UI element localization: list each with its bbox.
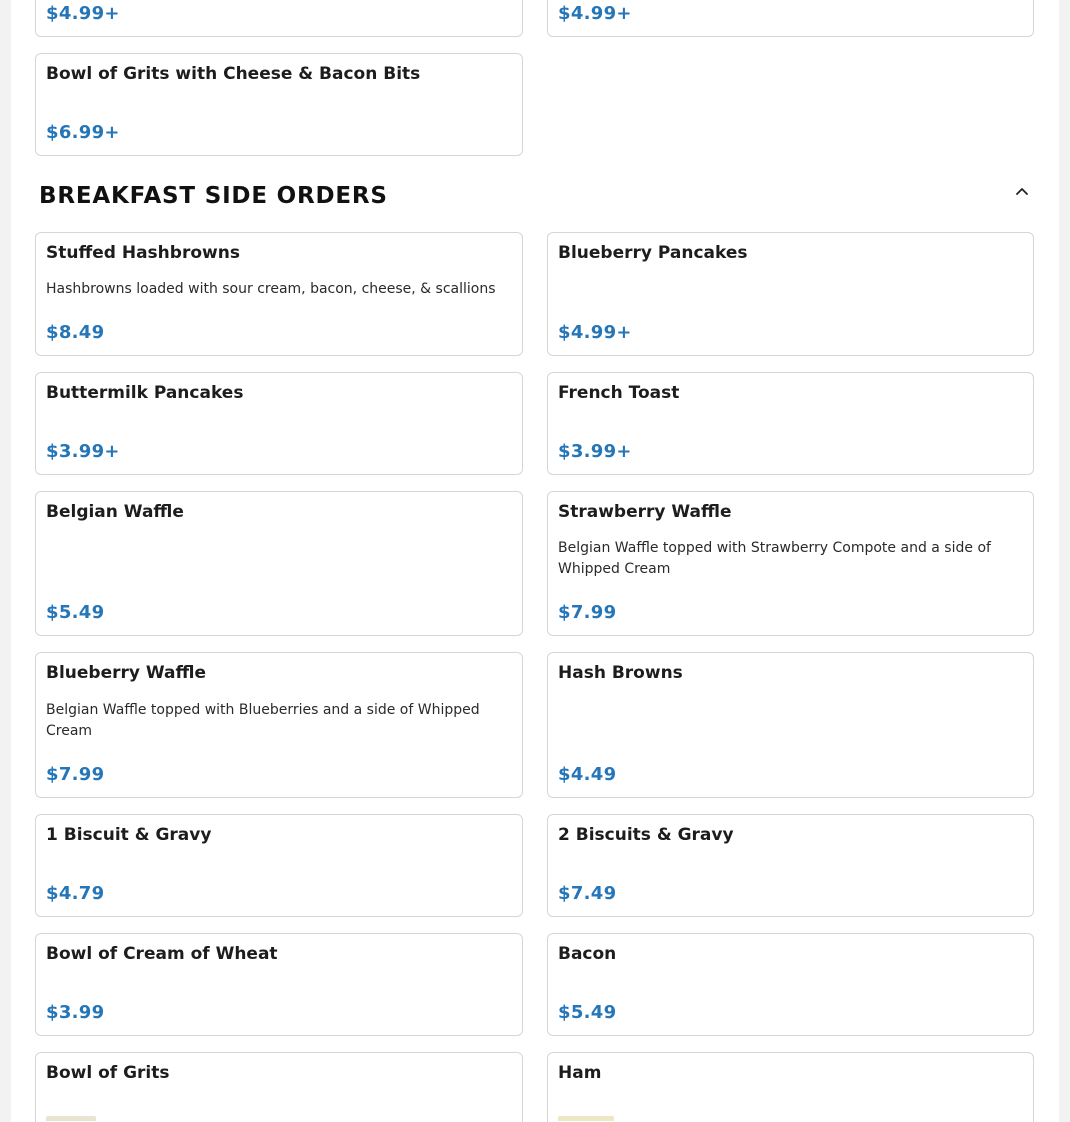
menu-item-card[interactable]: [35, 372, 523, 475]
item-price: $8.49: [46, 322, 105, 343]
chevron-up-icon: [1010, 180, 1034, 204]
item-name: Blueberry Pancakes: [558, 243, 748, 263]
item-price: $5.49: [558, 1002, 617, 1023]
item-name: Strawberry Waffle: [558, 502, 732, 522]
item-description: Belgian Waffle topped with Strawberry Compote and a side of Whipped Cream: [558, 540, 991, 577]
item-image: [558, 1116, 614, 1121]
menu-item-card[interactable]: [35, 0, 523, 37]
item-name: 1 Biscuit & Gravy: [46, 825, 212, 845]
item-price: $7.99: [558, 602, 617, 623]
menu-item-card[interactable]: [547, 1052, 1034, 1122]
menu-item-card[interactable]: [547, 933, 1034, 1036]
item-price: $6.99+: [46, 122, 120, 143]
item-name: Bowl of Grits: [46, 1063, 170, 1083]
item-price: $4.99+: [558, 322, 632, 343]
item-name: Buttermilk Pancakes: [46, 383, 244, 403]
item-price: $3.99+: [558, 441, 632, 462]
item-image: [46, 1116, 96, 1121]
item-name: Bowl of Grits with Cheese & Bacon Bits: [46, 64, 421, 84]
item-price: $4.79: [46, 883, 105, 904]
menu-item-card[interactable]: [547, 0, 1034, 37]
section-header: [39, 180, 1034, 216]
item-name: Ham: [558, 1063, 602, 1083]
item-price: $3.99: [46, 1002, 105, 1023]
item-price: $3.99+: [46, 441, 120, 462]
menu-item-card[interactable]: [35, 232, 523, 356]
item-price: $4.49: [558, 764, 617, 785]
menu-item-card[interactable]: [547, 491, 1034, 636]
menu-item-card[interactable]: [35, 814, 523, 917]
item-name: 2 Biscuits & Gravy: [558, 825, 734, 845]
menu-item-card[interactable]: [547, 372, 1034, 475]
item-price: $5.49: [46, 602, 105, 623]
item-name: Bacon: [558, 944, 617, 964]
menu-item-card[interactable]: [35, 933, 523, 1036]
menu-page: [11, 0, 1059, 1122]
menu-item-card[interactable]: [35, 1052, 523, 1122]
item-price: $4.99+: [46, 3, 120, 24]
item-price: $7.99: [46, 764, 105, 785]
item-name: Bowl of Cream of Wheat: [46, 944, 278, 964]
item-name: Belgian Waffle: [46, 502, 184, 522]
item-name: Stuffed Hashbrowns: [46, 243, 240, 263]
menu-item-card[interactable]: [547, 814, 1034, 917]
menu-item-card[interactable]: [547, 652, 1034, 798]
item-name: French Toast: [558, 383, 680, 403]
item-description: Hashbrowns loaded with sour cream, bacon, cheese, & scallions: [46, 281, 496, 297]
item-description: Belgian Waffle topped with Blueberries and a side of Whipped Cream: [46, 702, 480, 739]
menu-item-card[interactable]: [35, 491, 523, 636]
item-price: $7.49: [558, 883, 617, 904]
menu-item-card[interactable]: [35, 652, 523, 798]
item-price: $4.99+: [558, 3, 632, 24]
section-title: BREAKFAST SIDE ORDERS: [39, 183, 388, 209]
menu-item-card[interactable]: [35, 53, 523, 156]
item-name: Blueberry Waffle: [46, 663, 207, 683]
menu-item-card[interactable]: [547, 232, 1034, 356]
collapse-button[interactable]: [1010, 180, 1034, 204]
item-name: Hash Browns: [558, 663, 683, 683]
